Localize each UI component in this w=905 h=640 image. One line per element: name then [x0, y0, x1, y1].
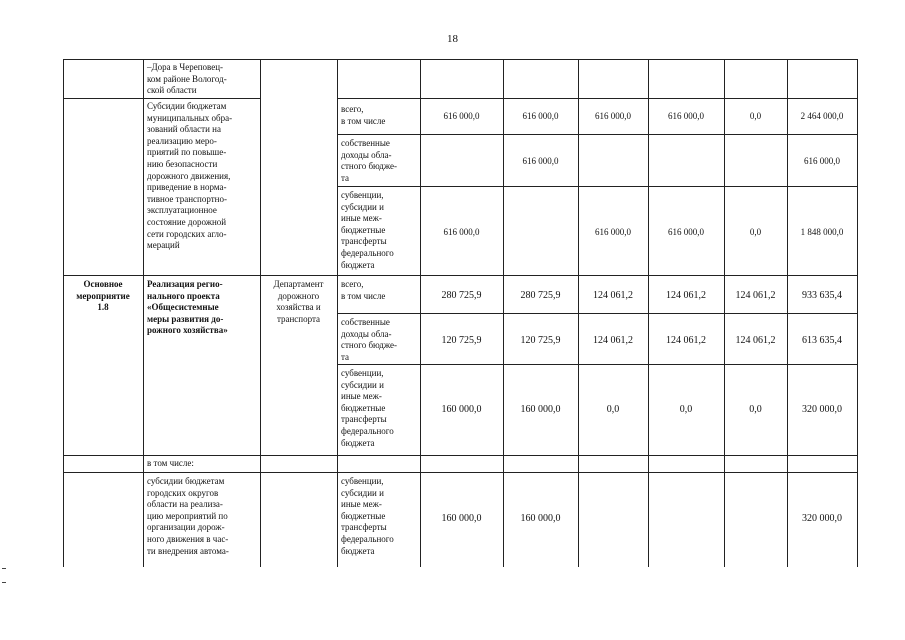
main-activity-executor: Департамент дорожного хозяйства и транспорта	[273, 279, 324, 324]
value-cell: 124 061,2	[735, 290, 776, 301]
including-label: в том числе:	[147, 458, 194, 468]
col-border	[787, 59, 788, 567]
col-border	[420, 59, 421, 567]
value-cell: 124 061,2	[735, 335, 776, 346]
value-cell: 0,0	[606, 404, 620, 415]
row-subsidy-urban-name: субсидии бюджетам городских округов области на реализа- цию мероприятий по организации дорож- ного движения в час- ти внедрения автома-	[147, 476, 229, 556]
value-cell: 280 725,9	[520, 290, 561, 301]
value-cell: 0,0	[749, 404, 762, 415]
row-divider	[63, 472, 858, 473]
main-activity-name: Реализация регио- нального проекта «Общесистемные меры развития до- рожного хозяйства»	[147, 279, 228, 336]
main-activity-code: Основное мероприятие 1.8	[76, 279, 130, 313]
row-divider	[337, 364, 858, 365]
source-total: всего, в том числе	[341, 279, 386, 301]
row-divider	[337, 98, 858, 99]
value-cell: 616 000,0	[804, 156, 840, 166]
value-cell: 616 000,0	[668, 227, 704, 237]
value-cell: 320 000,0	[802, 513, 842, 524]
value-cell: 124 061,2	[593, 335, 633, 346]
source-federal-transfers: субвенции, субсидии и иные меж- бюджетные трансферты федерального бюджета	[341, 476, 394, 556]
value-cell: 320 000,0	[802, 404, 842, 415]
table-top-border	[63, 59, 858, 60]
col-border	[648, 59, 649, 567]
value-cell: 160 000,0	[441, 513, 482, 524]
value-cell: 124 061,2	[666, 290, 706, 301]
row-divider	[63, 275, 858, 276]
value-cell: 120 725,9	[441, 335, 482, 346]
value-cell: 616 000,0	[443, 227, 480, 237]
col-border	[503, 59, 504, 567]
col-border	[337, 59, 338, 567]
source-federal-transfers: субвенции, субсидии и иные меж- бюджетные трансферты федерального бюджета	[341, 368, 394, 448]
value-cell: 1 848 000,0	[800, 227, 844, 237]
value-cell: 0,0	[749, 227, 762, 237]
col-border	[143, 59, 144, 567]
scan-mark	[2, 568, 6, 569]
row-subsidy-municipal-name: Субсидии бюджетам муниципальных обра- зований области на реализацию меро- приятий по повыше- нию безопасности дорожного движения, приведение в норма- тивное транспортно- эксплуатационное состояние дорожной сети городских агло- мераций	[147, 101, 233, 251]
value-cell: 616 000,0	[522, 156, 559, 166]
value-cell: 616 000,0	[443, 111, 480, 121]
value-cell: 160 000,0	[520, 404, 561, 415]
value-cell: 120 725,9	[520, 335, 561, 346]
source-federal-transfers: субвенции, субсидии и иные меж- бюджетные трансферты федерального бюджета	[341, 190, 394, 270]
row-divider	[63, 98, 143, 99]
value-cell: 616 000,0	[522, 111, 559, 121]
value-cell: 124 061,2	[666, 335, 706, 346]
value-cell: 2 464 000,0	[800, 111, 844, 121]
row-divider	[63, 455, 858, 456]
col-border	[857, 59, 858, 567]
value-cell: 160 000,0	[520, 513, 561, 524]
col-border	[724, 59, 725, 567]
value-cell: 616 000,0	[668, 111, 704, 121]
row-divider	[143, 98, 260, 99]
col-border	[578, 59, 579, 567]
source-own-revenue: собственные доходы обла- стного бюдже- та	[341, 138, 397, 183]
value-cell: 616 000,0	[595, 227, 631, 237]
value-cell: 613 635,4	[802, 335, 842, 346]
value-cell: 280 725,9	[441, 290, 482, 301]
row-divider	[337, 313, 858, 314]
row-dora-name: –Дора в Череповец- ком районе Вологод- ской области	[147, 62, 227, 96]
value-cell: 933 635,4	[802, 290, 842, 301]
scan-mark	[2, 582, 6, 583]
source-own-revenue: собственные доходы обла- стного бюдже- та	[341, 317, 397, 362]
row-divider	[337, 186, 858, 187]
value-cell: 160 000,0	[441, 404, 482, 415]
source-total: всего, в том числе	[341, 104, 386, 126]
value-cell: 0,0	[679, 404, 693, 415]
row-divider	[337, 134, 858, 135]
value-cell: 124 061,2	[593, 290, 633, 301]
value-cell: 0,0	[749, 111, 762, 121]
page-number: 18	[447, 33, 458, 45]
value-cell: 616 000,0	[595, 111, 631, 121]
